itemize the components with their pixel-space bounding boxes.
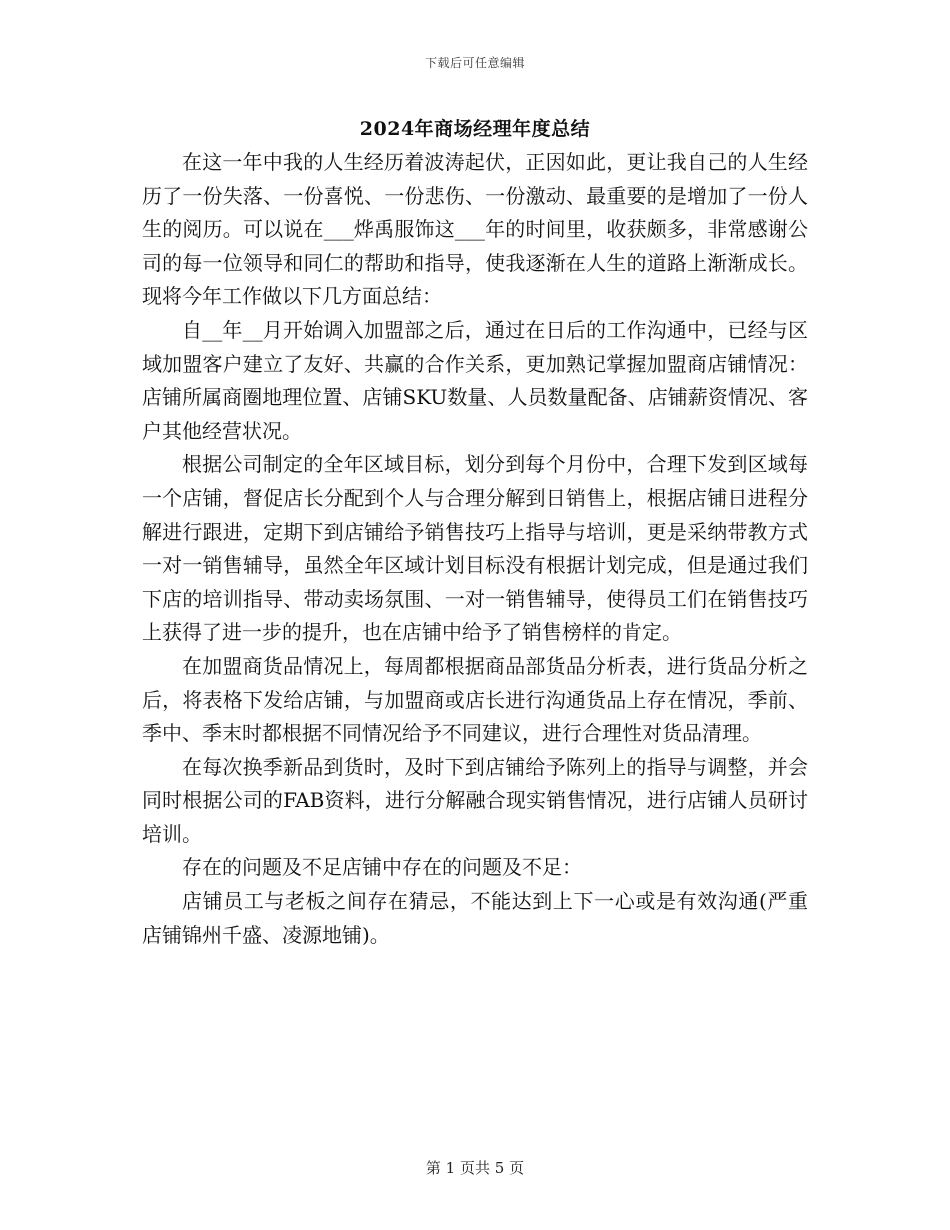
document-body xyxy=(142,146,808,952)
paragraph: 自__年__月开始调入加盟部之后，通过在日后的工作沟通中，已经与区域加盟客户建立了友好、共赢的合作关系，更加熟记掌握加盟商店铺情况：店铺所属商圈地理位置、店铺SKU数量、人员数量配备、店铺薪资情况、客户其他经营状况。 xyxy=(142,317,808,443)
paragraph: 存在的问题及不足店铺中存在的问题及不足： xyxy=(182,855,582,880)
paragraph: 在每次换季新品到货时，及时下到店铺给予陈列上的指导与调整，并会同时根据公司的FAB资料，进行分解融合现实销售情况，进行店铺人员研讨培训。 xyxy=(142,754,808,846)
paragraph: 根据公司制定的全年区域目标，划分到每个月份中，合理下发到区域每一个店铺，督促店长分配到个人与合理分解到日销售上，根据店铺日进程分解进行跟进，定期下到店铺给予销售技巧上指导与培训，更是采纳带教方式一对一销售辅导，虽然全年区域计划目标没有根据计划完成，但是通过我们下店的培训指导、带动卖场氛围、一对一销售辅导，使得员工们在销售技巧上获得了进一步的提升，也在店铺中给予了销售榜样的肯定。 xyxy=(142,452,808,645)
paragraph: 在加盟商货品情况上，每周都根据商品部货品分析表，进行货品分析之后，将表格下发给店铺，与加盟商或店长进行沟通货品上存在情况，季前、季中、季末时都根据不同情况给予不同建议，进行合理性对货品清理。 xyxy=(142,653,808,746)
paragraph: 在这一年中我的人生经历着波涛起伏，正因如此，更让我自己的人生经历了一份失落、一份喜悦、一份悲伤、一份激动、最重要的是增加了一份人生的阅历。可以说在___烨禹服饰这___年的时间里，收获颇多，非常感谢公司的每一位领导和同仁的帮助和指导，使我逐渐在人生的道路上渐渐成长。现将今年工作做以下几方面总结： xyxy=(142,150,808,309)
document-title: 2024年商场经理年度总结 xyxy=(359,118,591,140)
header-note: 下载后可任意编辑 xyxy=(424,56,525,70)
page-footer: 第 1 页共 5 页 xyxy=(425,1159,525,1177)
paragraph: 店铺员工与老板之间存在猜忌，不能达到上下一心或是有效沟通(严重店铺锦州千盛、凌源地铺)。 xyxy=(142,889,808,947)
